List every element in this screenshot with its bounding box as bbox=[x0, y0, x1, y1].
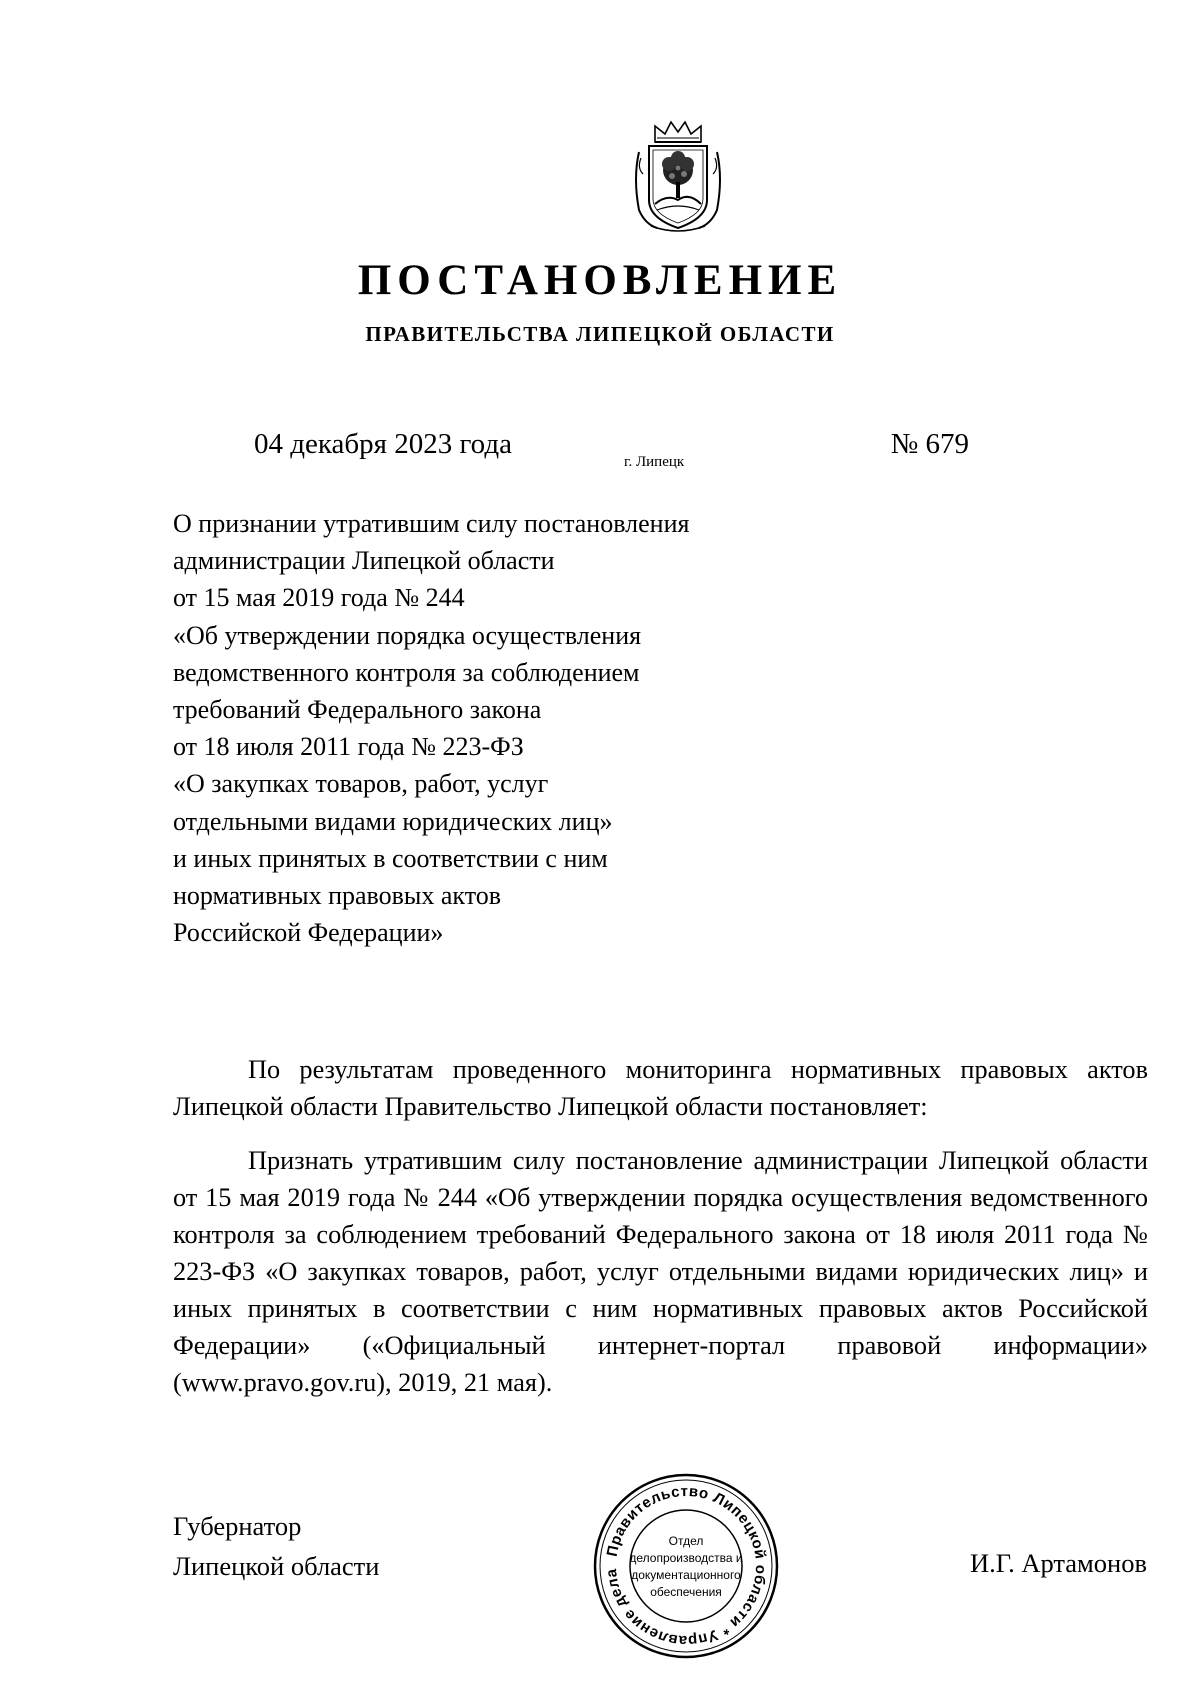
subject-line: ведомственного контроля за соблюдением bbox=[173, 657, 640, 687]
signer-position-line: Липецкой области bbox=[173, 1551, 380, 1581]
coat-of-arms-icon bbox=[631, 118, 725, 236]
subject-line: нормативных правовых актов bbox=[173, 881, 502, 911]
signer-position bbox=[173, 1506, 379, 1586]
seal-center-line: документационного bbox=[631, 1568, 741, 1582]
subject-line: «Об утверждении порядка осуществления bbox=[173, 620, 642, 650]
subject-line: О признании утратившим силу постановления bbox=[173, 509, 690, 538]
document-subject bbox=[173, 505, 793, 951]
subject-line: отдельными видами юридических лиц» bbox=[173, 806, 613, 836]
subject-line: требований Федерального закона bbox=[173, 695, 542, 725]
seal-ring-text: Правительство Липецкой области * Управление дела bbox=[602, 1482, 770, 1650]
subject-line: «О закупках товаров, работ, услуг bbox=[173, 769, 549, 799]
body-paragraph: По результатам проведенного мониторинга нормативных правовых актов Липецкой области Правительство Липецкой области постановляет: bbox=[173, 1055, 1148, 1121]
document-date: 04 декабря 2023 года bbox=[254, 428, 512, 460]
subject-line: администрации Липецкой области bbox=[173, 546, 555, 576]
signer-name: И.Г. Артамонов bbox=[969, 1548, 1147, 1578]
document-subtitle: ПРАВИТЕЛЬСТВА ЛИПЕЦКОЙ ОБЛАСТИ bbox=[365, 322, 835, 346]
subject-line: Российской Федерации» bbox=[173, 918, 444, 948]
document-body bbox=[173, 1051, 1148, 1401]
official-seal-icon bbox=[592, 1472, 780, 1660]
document-title: ПОСТАНОВЛЕНИЕ bbox=[357, 257, 843, 304]
subject-line: от 15 мая 2019 года № 244 bbox=[173, 583, 465, 613]
seal-center-line: обеспечения bbox=[650, 1585, 722, 1599]
subject-line: от 18 июля 2011 года № 223-ФЗ bbox=[173, 732, 524, 762]
seal-center-line: Отдел bbox=[668, 1534, 704, 1548]
subject-line: и иных принятых в соответствии с ним bbox=[173, 843, 608, 873]
signer-position-line: Губернатор bbox=[173, 1511, 302, 1541]
document-city: г. Липецк bbox=[624, 454, 685, 470]
body-paragraph: Признать утратившим силу постановление администрации Липецкой области от 15 мая 2019 года № 244 «Об утверждении порядка осуществления ведомственного контроля за соблюдением требований Федерального закона от 18 июля 2011 года № 223-ФЗ «О закупках товаров, работ, услуг отдельными видами юридических лиц» и иных принятых в соответствии с ним нормативных правовых актов Российской Федерации» («Официальный интернет-портал правовой информации» (www.pravo.gov.ru), 2019, 21 мая). bbox=[173, 1146, 1148, 1397]
document-number: № 679 bbox=[890, 428, 969, 460]
seal-center-line: делопроизводства и bbox=[629, 1551, 743, 1565]
